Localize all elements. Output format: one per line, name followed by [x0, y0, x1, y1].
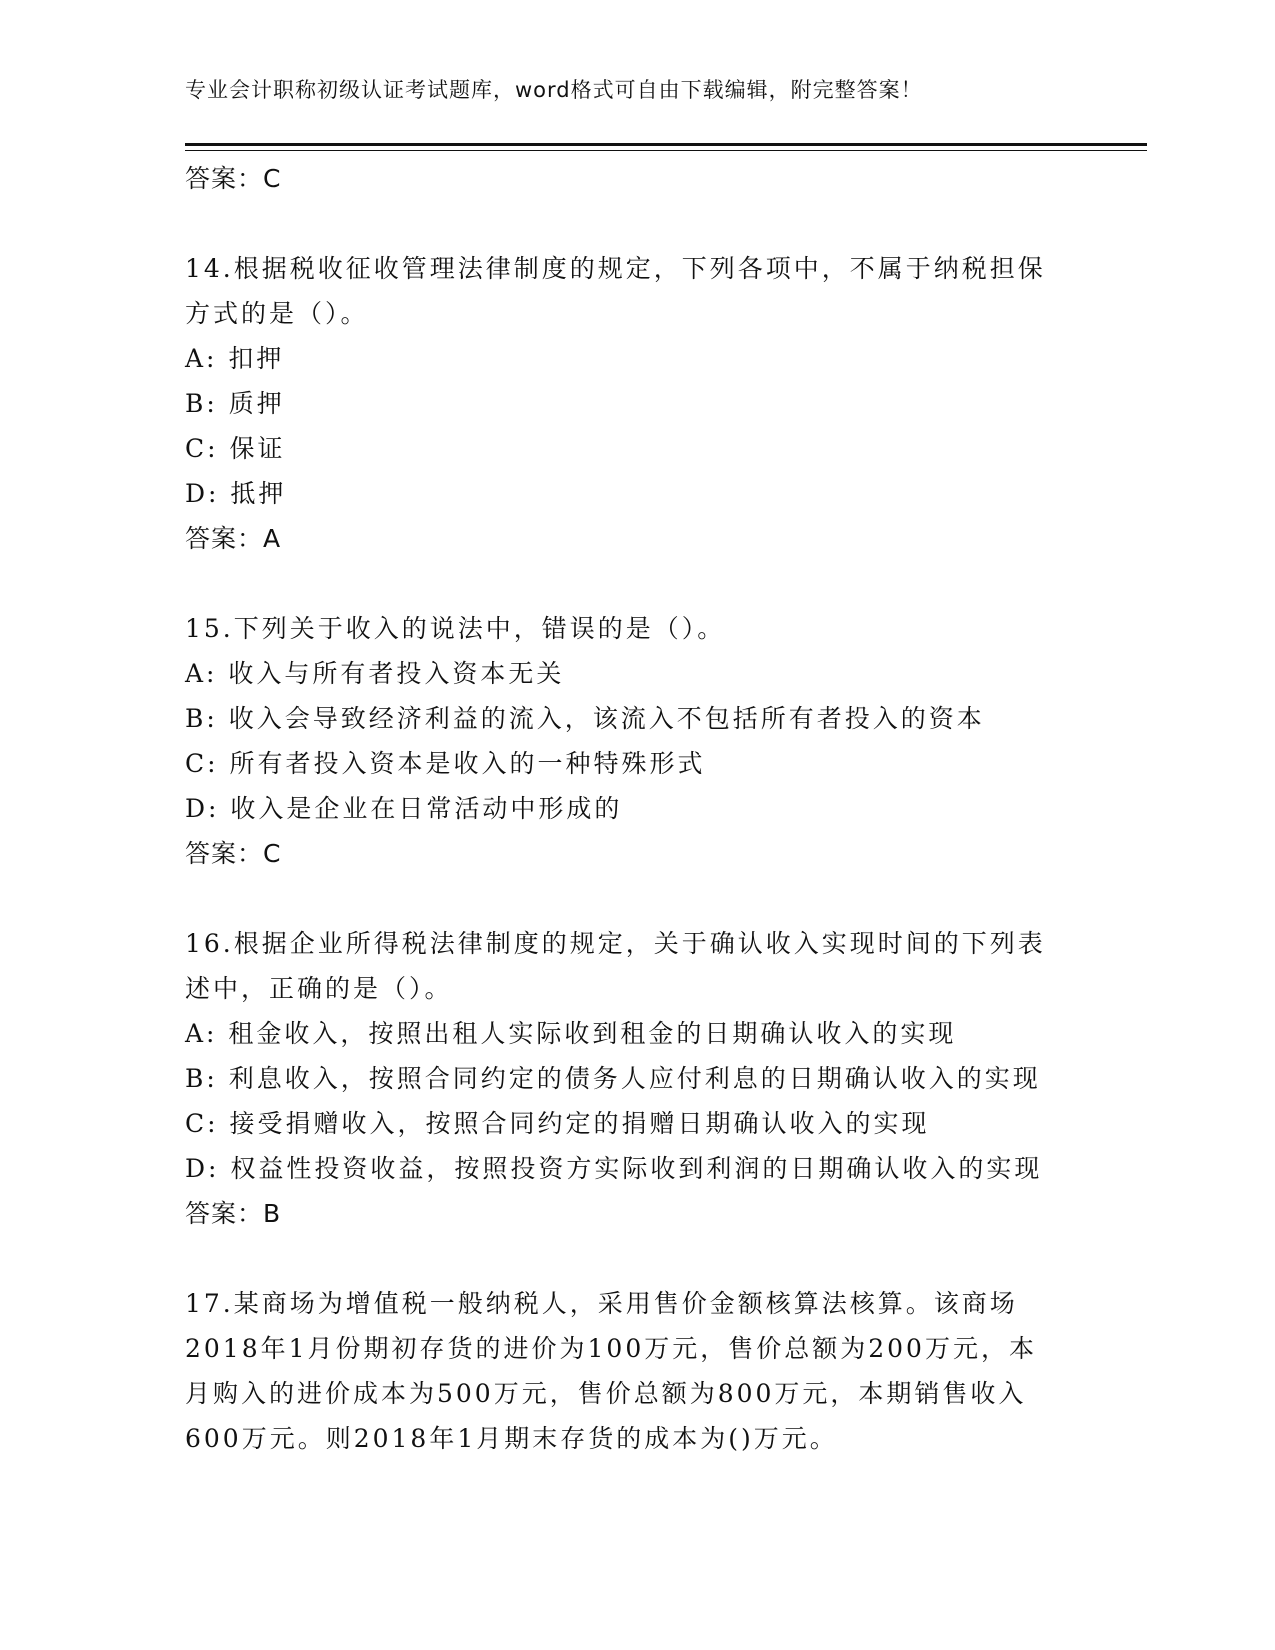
question-stem-line: 15.下列关于收入的说法中，错误的是（）。	[185, 614, 726, 643]
question-17	[185, 1281, 1085, 1461]
question-stem-line: 2018年1月份期初存货的进价为100万元，售价总额为200万元，本	[185, 1334, 1037, 1363]
question-14	[185, 246, 1085, 561]
question-16	[185, 921, 1085, 1236]
answer: 答案：A	[185, 524, 282, 553]
option-a: A: 租金收入，按照出租人实际收到租金的日期确认收入的实现	[185, 1019, 957, 1048]
question-stem-line: 600万元。则2018年1月期末存货的成本为()万元。	[185, 1424, 838, 1453]
option-a: A: 扣押	[185, 344, 285, 373]
header-rule-thin	[185, 150, 1147, 151]
spacer	[185, 1236, 1085, 1281]
option-c: C: 保证	[185, 434, 286, 463]
question-content	[185, 156, 1085, 1461]
option-d: D: 收入是企业在日常活动中形成的	[185, 794, 623, 823]
previous-answer: 答案：C	[185, 164, 282, 193]
question-15	[185, 606, 1085, 876]
question-stem-line: 17.某商场为增值税一般纳税人，采用售价金额核算法核算。该商场	[185, 1289, 1018, 1318]
answer: 答案：B	[185, 1199, 282, 1228]
spacer	[185, 201, 1085, 246]
spacer	[185, 876, 1085, 921]
option-c: C: 所有者投入资本是收入的一种特殊形式	[185, 749, 706, 778]
question-stem-line: 月购入的进价成本为500万元，售价总额为800万元，本期销售收入	[185, 1379, 1027, 1408]
spacer	[185, 561, 1085, 606]
question-stem-line: 方式的是（）。	[185, 299, 369, 328]
question-stem-line: 14.根据税收征收管理法律制度的规定，下列各项中，不属于纳税担保	[185, 254, 1046, 283]
header-rule-thick	[185, 143, 1147, 146]
option-d: D: 权益性投资收益，按照投资方实际收到利润的日期确认收入的实现	[185, 1154, 1043, 1183]
option-d: D: 抵押	[185, 479, 287, 508]
option-b: B: 收入会导致经济利益的流入，该流入不包括所有者投入的资本	[185, 704, 985, 733]
option-c: C: 接受捐赠收入，按照合同约定的捐赠日期确认收入的实现	[185, 1109, 930, 1138]
option-b: B: 质押	[185, 389, 285, 418]
question-stem-line: 16.根据企业所得税法律制度的规定，关于确认收入实现时间的下列表	[185, 929, 1046, 958]
answer: 答案：C	[185, 839, 282, 868]
option-a: A: 收入与所有者投入资本无关	[185, 659, 565, 688]
option-b: B: 利息收入，按照合同约定的债务人应付利息的日期确认收入的实现	[185, 1064, 1041, 1093]
page-header: 专业会计职称初级认证考试题库，word格式可自由下载编辑，附完整答案！	[185, 78, 923, 102]
question-stem-line: 述中，正确的是（）。	[185, 974, 453, 1003]
